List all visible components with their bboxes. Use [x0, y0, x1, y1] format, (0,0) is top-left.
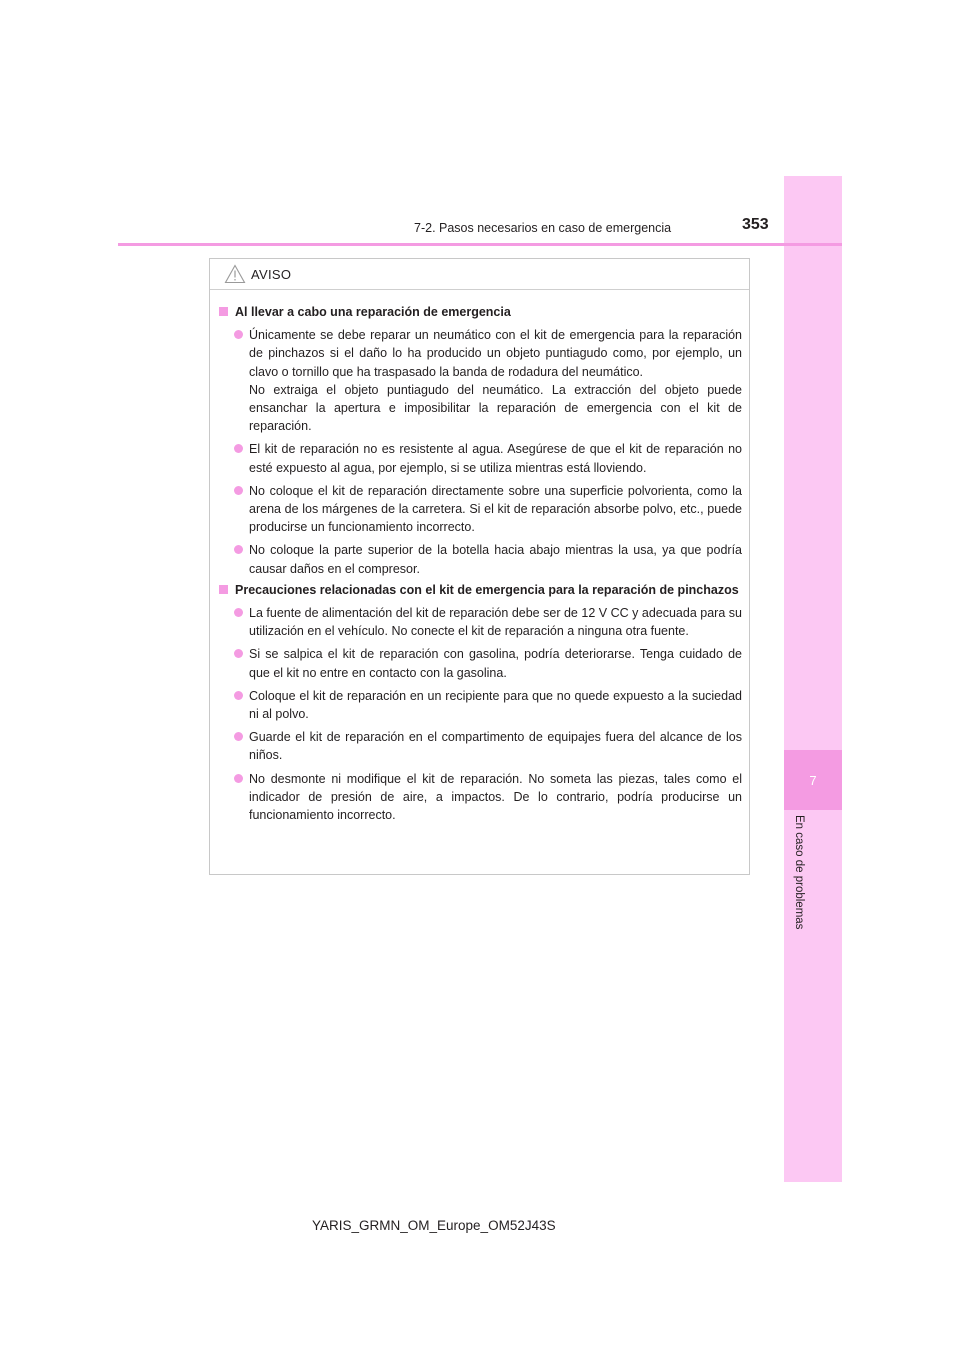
- bullet-dot-icon: [234, 486, 243, 495]
- square-bullet-icon: [219, 585, 228, 594]
- section-heading-text: Precauciones relacionadas con el kit de emergencia para la reparación de pinchazos: [235, 582, 739, 597]
- list-item-text: El kit de reparación no es resistente al agua. Asegúrese de que el kit de reparación no esté expuesto al agua, por ejemplo, si se utiliza mientras está lloviendo.: [249, 442, 742, 475]
- list-item: [217, 728, 742, 764]
- warning-triangle-icon: [224, 264, 246, 284]
- warning-title: AVISO: [251, 266, 292, 282]
- section-heading: [217, 303, 742, 321]
- bullet-dot-icon: [234, 545, 243, 554]
- document-code: YARIS_GRMN_OM_Europe_OM52J43S: [312, 1218, 556, 1233]
- list-item-text: Únicamente se debe reparar un neumático con el kit de emergencia para la reparación de pinchazos si el daño lo ha producido un objeto puntiagudo como, por ejemplo, un clavo o tornillo que ha traspasado la banda de rodadura del neumático.: [249, 328, 742, 379]
- list-item: [217, 604, 742, 640]
- list-item: [217, 645, 742, 681]
- warning-box: [209, 258, 750, 875]
- list-item-text: No coloque la parte superior de la botella hacia abajo mientras la usa, ya que podría causar daños en el compresor.: [249, 543, 742, 576]
- warning-header: [210, 259, 749, 290]
- bullet-dot-icon: [234, 774, 243, 783]
- list-item-text: Guarde el kit de reparación en el compartimento de equipajes fuera del alcance de los niños.: [249, 730, 742, 763]
- bullet-dot-icon: [234, 608, 243, 617]
- warning-body: [210, 290, 749, 824]
- bullet-dot-icon: [234, 444, 243, 453]
- page-number: 353: [742, 216, 769, 233]
- chapter-side-tab: [784, 176, 842, 1182]
- list-item: [217, 326, 742, 435]
- section-title: 7-2. Pasos necesarios en caso de emergencia: [414, 221, 672, 235]
- chapter-title: En caso de problemas: [793, 815, 805, 930]
- section-heading-text: Al llevar a cabo una reparación de emergencia: [235, 305, 511, 319]
- square-bullet-icon: [219, 307, 228, 316]
- list-item-text: Si se salpica el kit de reparación con gasolina, podría deteriorarse. Tenga cuidado de que el kit no entre en contacto con la gasolina.: [249, 647, 742, 680]
- list-item: [217, 440, 742, 476]
- list-item: [217, 482, 742, 537]
- header-divider: [118, 243, 842, 246]
- list-item-text: No desmonte ni modifique el kit de reparación. No someta las piezas, tales como el indicador de presión de aire, a impactos. De lo contrario, podría producirse un funcionamiento incorrecto.: [249, 771, 742, 823]
- list-item-text: Coloque el kit de reparación en un recipiente para que no quede expuesto a la suciedad ni al polvo.: [249, 688, 742, 722]
- chapter-number: 7: [784, 750, 842, 810]
- list-item-text: No extraiga el objeto puntiagudo del neumático. La extracción del objeto puede ensanchar la apertura e imposibilitar la reparación de emergencia con el kit de reparación.: [249, 382, 742, 434]
- bullet-dot-icon: [234, 649, 243, 658]
- list-item-text: La fuente de alimentación del kit de reparación debe ser de 12 V CC y adecuada para su utilización en el vehículo. No conecte el kit de reparación a ninguna otra fuente.: [249, 606, 742, 639]
- bullet-dot-icon: [234, 732, 243, 741]
- list-item-text: No coloque el kit de reparación directamente sobre una superficie polvorienta, como la arena de los márgenes de la carretera. Si el kit de reparación absorbe polvo, etc., puede producirse un funcionamiento incorrecto.: [249, 483, 742, 535]
- bullet-dot-icon: [234, 691, 243, 700]
- section-heading: [217, 581, 742, 599]
- list-item: [217, 687, 742, 723]
- list-item: [217, 541, 742, 577]
- list-item: [217, 770, 742, 825]
- bullet-dot-icon: [234, 330, 243, 339]
